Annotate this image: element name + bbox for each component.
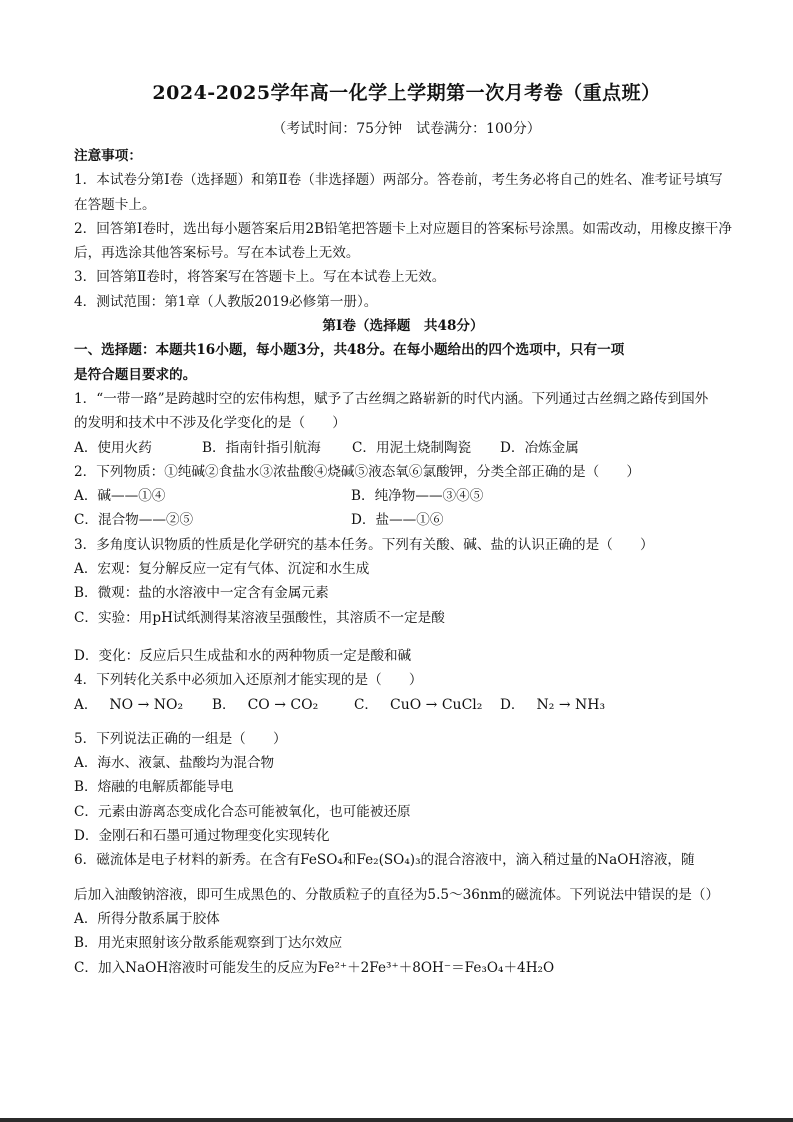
option-c: C．用泥土烧制陶瓷 [352, 439, 472, 456]
option-d: D．冶炼金属 [500, 439, 579, 456]
option-a: A．使用火药 [74, 439, 152, 456]
section-instruction-line1: 一、选择题：本题共16小题，每小题3分，共48分。在每小题给出的四个选项中，只有一项 [74, 342, 625, 359]
page-title: 2024-2025学年高一化学上学期第一次月考卷（重点班） [152, 82, 661, 104]
option-c: C．实验：用pH试纸测得某溶液呈强酸性，其溶质不一定是酸 [74, 609, 445, 626]
option-a: A．碱——①④ [74, 488, 166, 505]
notice-heading: 注意事项： [74, 148, 142, 164]
option-letter: C． [354, 696, 378, 713]
option-a [74, 693, 212, 717]
option-row [74, 508, 739, 532]
option-a: A．海水、液氯、盐酸均为混合物 [74, 755, 275, 772]
formula: NO → NO₂ [109, 696, 184, 713]
question-5 [74, 727, 739, 848]
question-stem: 2．下列物质：①纯碱②食盐水③浓盐酸④烧碱⑤液态氧⑥氯酸钾，分类全部正确的是（ ） [74, 463, 640, 480]
option-c: C．元素由游离态变成化合态可能被氧化，也可能被还原 [74, 803, 411, 820]
notice-item-1: 1．本试卷分第Ⅰ卷（选择题）和第Ⅱ卷（非选择题）两部分。答卷前，考生务必将自己的姓名、准考证号填写在答题卡上。 [74, 172, 723, 213]
option-letter: D． [500, 696, 525, 713]
option-d: D．金刚石和石墨可通过物理变化实现转化 [74, 828, 330, 845]
option-b: B．用光束照射该分散系能观察到丁达尔效应 [74, 935, 343, 952]
exam-info: （考试时间：75分钟 试卷满分：100分） [272, 121, 541, 137]
option-c [354, 693, 500, 717]
notice-item-4: 4．测试范围：第1章（人教版2019必修第一册）。 [74, 293, 378, 310]
option-b: B．熔融的电解质都能导电 [74, 779, 234, 796]
page-bottom-border [0, 1118, 793, 1122]
question-stem: 3．多角度认识物质的性质是化学研究的基本任务。下列有关酸、碱、盐的认识正确的是（ ） [74, 536, 654, 553]
question-4 [74, 668, 739, 717]
option-d [500, 693, 638, 717]
option-row [74, 693, 739, 717]
question-stem: 的发明和技术中不涉及化学变化的是（ ） [74, 415, 346, 432]
notice-item-2: 2．回答第Ⅰ卷时，选出每小题答案后用2B铅笔把答题卡上对应题目的答案标号涂黑。如需改动，用橡皮擦干净后，再选涂其他答案标号。写在本试卷上无效。 [74, 220, 732, 262]
option-b: B．纯净物——③④⑤ [351, 488, 484, 505]
question-stem: 5．下列说法正确的一组是（ ） [74, 730, 287, 747]
option-b: B．指南针指引航海 [202, 439, 321, 456]
question-stem: 1．“一带一路”是跨越时空的宏伟构想，赋予了古丝绸之路崭新的时代内涵。下列通过古丝绸之路传到国外 [74, 390, 709, 407]
option-letter: A． [74, 696, 98, 713]
option-c: C．加入NaOH溶液时可能发生的反应为Fe²⁺＋2Fe³⁺＋8OH⁻＝Fe₃O₄＋4H₂O [74, 959, 555, 976]
spacer [74, 873, 739, 883]
section-title: 第Ⅰ卷（选择题 共48分） [322, 318, 484, 335]
formula: CO → CO₂ [247, 696, 319, 713]
option-row [74, 484, 739, 508]
option-c: C．混合物——②⑤ [74, 512, 194, 529]
option-letter: B． [212, 696, 236, 713]
option-b [212, 693, 354, 717]
question-3 [74, 533, 739, 668]
question-stem: 后加入油酸钠溶液，即可生成黑色的、分散质粒子的直径为5.5～36nm的磁流体。下列说法中错误的是（） [74, 886, 720, 903]
question-1 [74, 387, 739, 460]
option-row [74, 436, 739, 460]
question-stem: 6．磁流体是电子材料的新秀。在含有FeSO₄和Fe₂(SO₄)₃的混合溶液中，滴入稍过量的NaOH溶液，随 [74, 852, 695, 869]
option-b: B．微观：盐的水溶液中一定含有金属元素 [74, 585, 329, 602]
formula: CuO → CuCl₂ [390, 696, 483, 713]
option-d: D．变化：反应后只生成盐和水的两种物质一定是酸和碱 [74, 647, 412, 664]
spacer [74, 717, 739, 727]
formula: N₂ → NH₃ [536, 696, 606, 713]
question-stem: 4．下列转化关系中必须加入还原剂才能实现的是（ ） [74, 672, 423, 689]
question-2 [74, 460, 739, 533]
question-6 [74, 848, 739, 979]
option-d: D．盐——①⑥ [351, 512, 444, 529]
spacer [74, 630, 739, 644]
section-instruction-line2: 是符合题目要求的。 [74, 366, 197, 383]
option-a: A．宏观：复分解反应一定有气体、沉淀和水生成 [74, 561, 370, 578]
option-a: A．所得分散系属于胶体 [74, 910, 220, 927]
notice-item-3: 3．回答第Ⅱ卷时，将答案写在答题卡上。写在本试卷上无效。 [74, 269, 446, 286]
